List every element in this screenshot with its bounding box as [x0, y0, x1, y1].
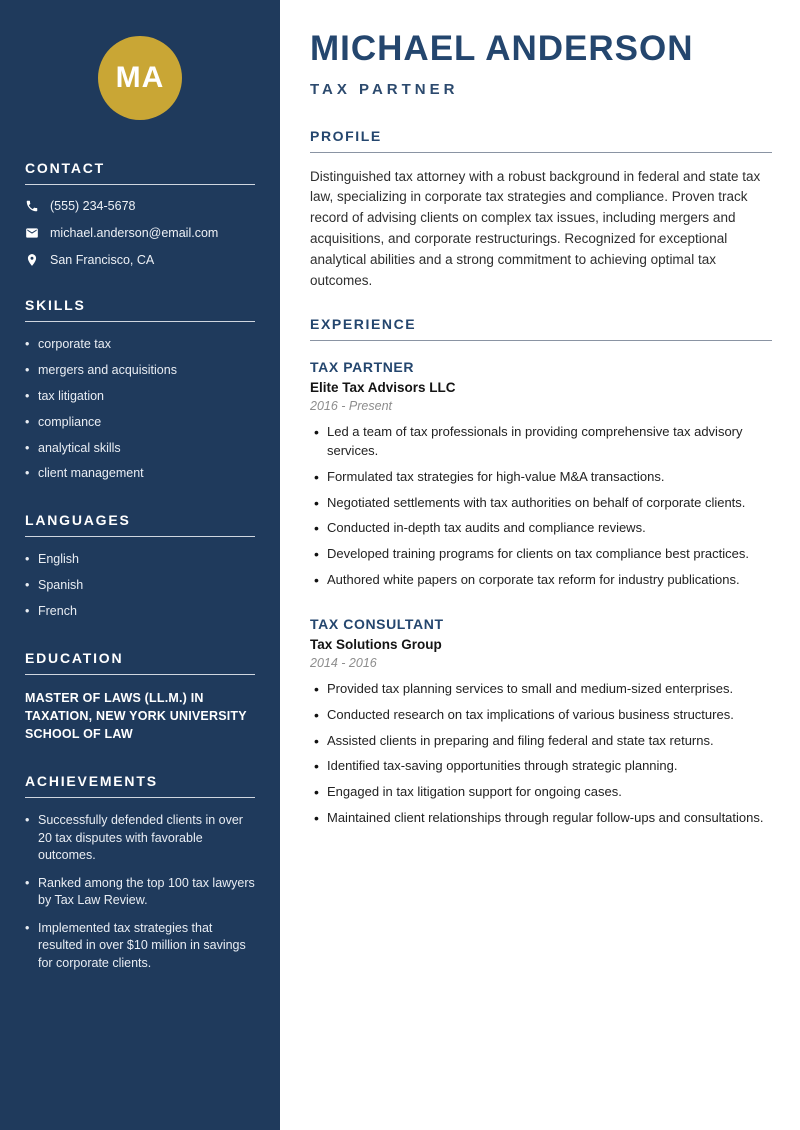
language-item: • Spanish — [25, 577, 255, 594]
achievement-item: • Ranked among the top 100 tax lawyers by Tax Law Review. — [25, 875, 255, 910]
skill-item: • analytical skills — [25, 440, 255, 457]
language-item: • French — [25, 603, 255, 620]
job-bullet: • Engaged in tax litigation support for ongoing cases. — [310, 783, 772, 802]
job-bullet: • Formulated tax strategies for high-value M&A transactions. — [310, 468, 772, 487]
email-icon — [25, 226, 39, 240]
language-item: • English — [25, 551, 255, 568]
contact-email-text: michael.anderson@email.com — [50, 226, 219, 240]
job-bullet: • Led a team of tax professionals in providing comprehensive tax advisory services. — [310, 423, 772, 461]
job-role: TAX CONSULTANT — [310, 615, 444, 632]
job-entry — [310, 359, 772, 590]
education-degree: MASTER OF LAWS (LL.M.) IN TAXATION, NEW YORK UNIVERSITY SCHOOL OF LAW — [25, 690, 247, 742]
job-bullet-list — [310, 423, 772, 590]
skill-item: • tax litigation — [25, 388, 255, 405]
job-company: Elite Tax Advisors LLC — [310, 380, 456, 396]
job-bullet: • Developed training programs for clients on tax compliance best practices. — [310, 545, 772, 564]
job-bullet: • Conducted in-depth tax audits and compliance reviews. — [310, 519, 772, 538]
job-bullet: • Assisted clients in preparing and filing federal and state tax returns. — [310, 732, 772, 751]
education-heading: EDUCATION — [25, 650, 255, 675]
avatar-initials: MA — [115, 61, 165, 94]
phone-icon — [25, 199, 39, 213]
languages-list — [25, 551, 255, 620]
education-section — [25, 650, 255, 743]
skill-item: • mergers and acquisitions — [25, 362, 255, 379]
skill-item: • compliance — [25, 414, 255, 431]
candidate-name: MICHAEL ANDERSON — [310, 29, 694, 68]
job-dates: 2016 - Present — [310, 399, 392, 414]
avatar — [98, 36, 182, 120]
skill-item: • corporate tax — [25, 336, 255, 353]
achievement-item: • Successfully defended clients in over 20 tax disputes with favorable outcomes. — [25, 812, 255, 865]
job-bullet: • Conducted research on tax implications of various business structures. — [310, 706, 772, 725]
languages-heading: LANGUAGES — [25, 512, 255, 537]
profile-heading: PROFILE — [310, 128, 772, 153]
skills-section — [25, 297, 255, 482]
location-icon — [25, 253, 39, 267]
experience-section — [310, 316, 772, 828]
job-dates: 2014 - 2016 — [310, 655, 377, 670]
achievements-section — [25, 773, 255, 972]
profile-section — [310, 128, 772, 293]
languages-section — [25, 512, 255, 620]
skill-item: • client management — [25, 465, 255, 482]
job-bullet: • Maintained client relationships through regular follow-ups and consultations. — [310, 809, 772, 828]
candidate-title: TAX PARTNER — [310, 80, 459, 98]
contact-phone — [25, 199, 255, 213]
achievements-heading: ACHIEVEMENTS — [25, 773, 255, 798]
skills-list — [25, 336, 255, 482]
experience-heading: EXPERIENCE — [310, 316, 772, 341]
contact-section — [25, 160, 255, 267]
achievement-item: • Implemented tax strategies that resulted in over $10 million in savings for corporate clients. — [25, 920, 255, 973]
main-content — [280, 0, 800, 1130]
skills-heading: SKILLS — [25, 297, 255, 322]
job-bullet: • Authored white papers on corporate tax reform for industry publications. — [310, 571, 772, 590]
sidebar — [0, 0, 280, 1130]
contact-location — [25, 253, 255, 267]
achievements-list — [25, 812, 255, 972]
job-bullet: • Identified tax-saving opportunities through strategic planning. — [310, 757, 772, 776]
profile-text: Distinguished tax attorney with a robust background in federal and state tax law, specializing in corporate tax strategies and compliance. Proven track record of advising clients on complex tax issues, including mergers and acquisitions, and corporate restructurings. Recognized for exceptional analytical abilities and a strong commitment to achieving optimal tax outcomes. — [310, 168, 761, 289]
contact-phone-text: (555) 234-5678 — [50, 199, 136, 213]
job-role: TAX PARTNER — [310, 359, 415, 376]
job-company: Tax Solutions Group — [310, 636, 442, 652]
job-bullet: • Provided tax planning services to small and medium-sized enterprises. — [310, 680, 772, 699]
job-bullet: • Negotiated settlements with tax authorities on behalf of corporate clients. — [310, 494, 772, 513]
contact-location-text: San Francisco, CA — [50, 253, 155, 267]
contact-heading: CONTACT — [25, 160, 255, 185]
contact-email — [25, 226, 255, 240]
job-entry — [310, 616, 772, 828]
job-bullet-list — [310, 680, 772, 828]
